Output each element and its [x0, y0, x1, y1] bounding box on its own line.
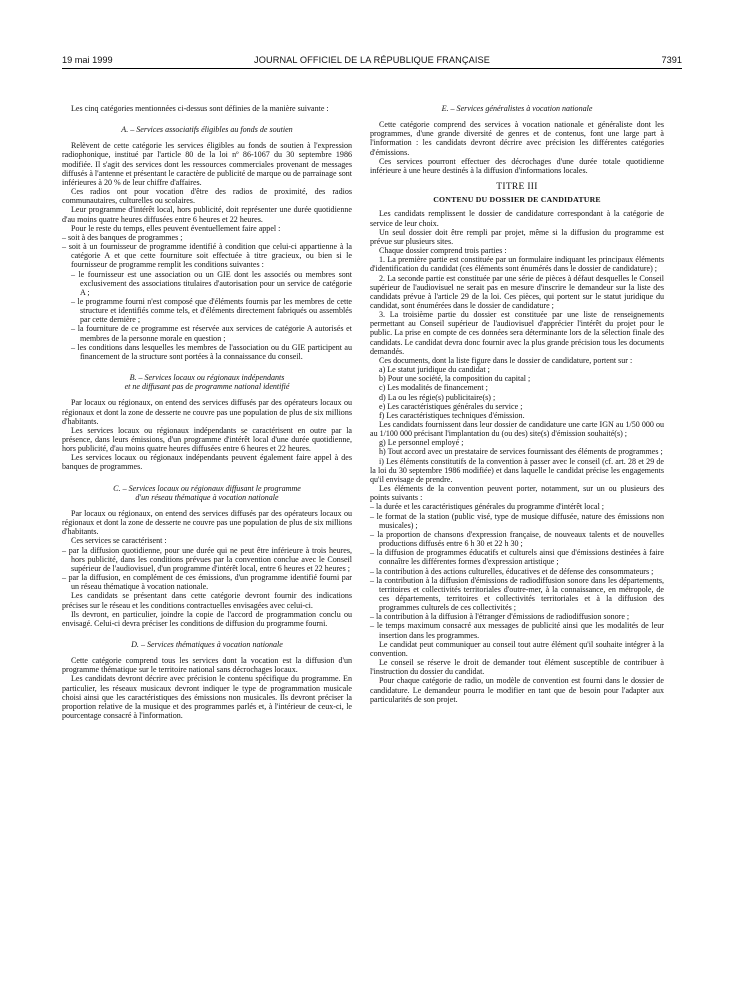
- document-item: h) Tout accord avec un prestataire de services fournissant des éléments de programmes ;: [379, 447, 663, 457]
- list-item: – la diffusion de programmes éducatifs et culturels ainsi que d'émissions destinées à faire connaître les différentes formes d'expression artistique ;: [370, 548, 664, 566]
- paragraph: Ils devront, en particulier, joindre la copie de l'accord de programmation conclu ou envisagé. Celui-ci devra préciser les conditions de diffusion du programme fourni.: [62, 609, 352, 628]
- paragraph: 1. La première partie est constituée par un formulaire indiquant les principaux éléments d'identification du candidat (ces éléments sont énumérés dans le dossier de candidature) ;: [370, 255, 664, 274]
- document-item: d) La ou les régie(s) publicitaire(s) ;: [379, 392, 496, 402]
- paragraph: Leur programme d'intérêt local, hors publicité, doit représenter une durée quotidienne d'au moins quatre heures diffusées entre 6 heures et 22 heures.: [62, 205, 352, 224]
- document-item: f) Les caractéristiques techniques d'émission.: [379, 410, 525, 420]
- section-b-heading-line2: et ne diffusant pas de programme national identifié: [124, 382, 290, 392]
- list-item: – le format de la station (public visé, type de musique diffusée, nature des émissions non musicales) ;: [370, 512, 664, 530]
- paragraph: Ces services pourront effectuer des décrochages d'une durée totale quotidienne inférieure à une heure destinés à la diffusion d'informations locales.: [370, 156, 664, 175]
- list-item: – la contribution à la diffusion d'émissions de radiodiffusion sonore dans les départements, territoires et collectivités territoriales d'outre-mer, à la connaissance, en métropole, de ces départements, territoires et collectivités territoriales et à la diffusion des programmes culturels de ces collectivités ;: [370, 576, 664, 613]
- document-item: e) Les caractéristiques générales du service ;: [379, 401, 523, 411]
- paragraph: Un seul dossier doit être rempli par projet, même si la diffusion du programme est prévue sur plusieurs sites.: [370, 227, 664, 246]
- paragraph: Les services locaux ou régionaux indépendants se caractérisent en outre par la présence, dans leurs émissions, d'un programme d'intérêt local d'une durée quotidienne, hors publicité, d'au moins quatre heures diffusées entre 6 heures et 22 heures.: [62, 425, 352, 454]
- list-item: – la fourniture de ce programme est réservée aux services de catégorie A autorisés et membres de la personne morale en question ;: [62, 324, 352, 342]
- list-item: – la proportion de chansons d'expression française, de nouveaux talents et de nouvelles productions diffusés entre 6 h 30 et 22 h 30 ;: [370, 530, 664, 548]
- paragraph: Ces documents, dont la liste figure dans le dossier de candidature, portent sur :: [379, 355, 633, 365]
- paragraph: Par locaux ou régionaux, on entend des services diffusés par des opérateurs locaux ou régionaux et dont la zone de desserte ne couvre pas une population de plus de six millions d'habitants.: [62, 508, 352, 537]
- paragraph: Pour chaque catégorie de radio, un modèle de convention est fourni dans le dossier de candidature. Le demandeur pourra le modifier en tant que de besoin pour l'adapter aux particularités de son projet.: [370, 676, 664, 704]
- left-column: [62, 104, 352, 720]
- paragraph: Par locaux ou régionaux, on entend des services diffusés par des opérateurs locaux ou régionaux et dont la zone de desserte ne couvre pas une population de plus de six millions d'habitants.: [62, 398, 352, 426]
- paragraph: Les candidats remplissent le dossier de candidature correspondant à la catégorie de service de leur choix.: [370, 209, 664, 228]
- publication-date: 19 mai 1999: [62, 55, 113, 65]
- list-item: – soit à un fournisseur de programme identifié à condition que celui-ci appartienne à la catégorie A et que cette fourniture soit effectuée à titre gracieux, ou bien si le fournisseur de programme remplit les conditions suivantes :: [62, 242, 352, 269]
- list: [370, 502, 664, 639]
- paragraph: Cette catégorie comprend des services à vocation nationale et généraliste dont les programmes, d'une grande diversité de genres et de contenus, font une large part à l'information : les candidats devront décrire avec précision les différentes catégories d'émissions.: [370, 120, 664, 157]
- intro-paragraph: Les cinq catégories mentionnées ci-dessus sont définies de la manière suivante :: [71, 104, 329, 113]
- section-b-heading: B. – Services locaux ou régionaux indépendants: [129, 373, 285, 383]
- list-item: – la contribution à la diffusion à l'étranger d'émissions de radiodiffusion sonore ;: [370, 612, 664, 621]
- list-item: – la durée et les caractéristiques générales du programme d'intérêt local ;: [370, 502, 664, 511]
- list-item: – le programme fourni n'est composé que d'éléments fournis par les membres de cette structure et identifiés comme tels, et d'éléments directement fabriqués ou assemblés par cette dernière ;: [62, 297, 352, 324]
- paragraph: Ces radios ont pour vocation d'être des radios de proximité, des radios communautaires, culturelles ou scolaires.: [62, 187, 352, 206]
- header-rule: [62, 68, 682, 69]
- paragraph: Cette catégorie comprend tous les services dont la vocation est la diffusion d'un programme thématique sur le territoire national sans décrochages locaux.: [62, 656, 352, 675]
- list-item: – par la diffusion quotidienne, pour une durée qui ne peut être inférieure à trois heures, hors publicité, dans les conditions prévues par la convention conclue avec le Conseil supérieur de l'audiovisuel, d'un programme d'intérêt local, entre 6 heures et 22 heures ;: [62, 546, 352, 573]
- paragraph: Relèvent de cette catégorie les services éligibles au fonds de soutien à l'expression radiophonique, institué par l'article 80 de la loi nº 86-1067 du 30 septembre 1986 modifiée. Il s'agit des services dont les ressources commerciales provenant de messages diffusés à l'antenne et présentant le caractère de publicité de marque ou de parrainage sont inférieures à 20 % de leur chiffre d'affaires.: [62, 141, 352, 187]
- document-item: i) Les éléments constitutifs de la convention à passer avec le conseil (cf. art. 28 et 29 de la loi du 30 septembre 1986 modifiée) et dans laquelle le candidat précise les engagements qu'il envisage de prendre.: [370, 456, 664, 484]
- page-number: 7391: [661, 55, 682, 65]
- list: [62, 546, 352, 592]
- document-item: b) Pour une société, la composition du capital ;: [379, 374, 531, 384]
- paragraph: Les candidats devront décrire avec précision le contenu spécifique du programme. En particulier, les réseaux musicaux devront indiquer le type de programmation musicale choisi ainsi que les caractéristiques des émissions non musicales. Ils devront préciser la proportion relative de la musique et des programmes parlés et, à l'intérieur de ceux-ci, le pourcentage consacré à l'information.: [62, 674, 352, 721]
- paragraph: Pour le reste du temps, elles peuvent éventuellement faire appel :: [71, 223, 281, 233]
- document-item: g) Le personnel employé ;: [379, 438, 464, 448]
- section-c-heading: C. – Services locaux ou régionaux diffusant le programme: [113, 483, 301, 493]
- list-item: – la contribution à des actions culturelles, éducatives et de défense des consommateurs ;: [370, 567, 664, 576]
- list: [62, 233, 352, 361]
- title-iii-subtitle: CONTENU DU DOSSIER DE CANDIDATURE: [433, 195, 601, 205]
- list-item: – les conditions dans lesquelles les membres de l'association ou du GIE participent au financement de la structure sont portées à la connaissance du conseil.: [62, 343, 352, 361]
- section-e-heading: E. – Services généralistes à vocation nationale: [441, 104, 593, 113]
- paragraph: 3. La troisième partie du dossier est constituée par une liste de renseignements permettant au Conseil supérieur de l'audiovisuel d'apprécier l'intérêt du projet pour le public. La prise en compte de ces données sera déterminante lors de la sélection finale des candidats. Le candidat devra donc fournir avec la plus grande précision tous les documents demandés.: [370, 310, 664, 356]
- list-item: – soit à des banques de programmes ;: [62, 233, 352, 242]
- paragraph: Les candidats se présentant dans cette catégorie devront fournir des indications précises sur le réseau et les conditions contractuelles envisagées avec celui-ci.: [62, 591, 352, 610]
- paragraph: Le candidat peut communiquer au conseil tout autre élément qu'il souhaite intégrer à la convention.: [370, 639, 664, 658]
- paragraph: Ces services se caractérisent :: [71, 536, 167, 546]
- page-header: [62, 55, 682, 69]
- section-d-heading: D. – Services thématiques à vocation nationale: [131, 639, 283, 649]
- list-item: – le fournisseur est une association ou un GIE dont les associés ou membres sont exclusivement des associations titulaires d'autorisation pour un service de catégorie A ;: [62, 270, 352, 297]
- right-column: [370, 104, 664, 704]
- paragraph: Les candidats fournissent dans leur dossier de candidature une carte IGN au 1/50 000 ou au 1/100 000 précisant l'implantation du (ou des) site(s) d'émission souhaité(s) ;: [370, 420, 664, 439]
- paragraph: Les éléments de la convention peuvent porter, notamment, sur un ou plusieurs des points suivants :: [370, 484, 664, 503]
- list-item: – par la diffusion, en complément de ces émissions, d'un programme identifié fourni par un réseau thématique à vocation nationale.: [62, 573, 352, 591]
- paragraph: Le conseil se réserve le droit de demander tout élément susceptible de contribuer à l'instruction du dossier du candidat.: [370, 658, 664, 677]
- paragraph: Chaque dossier comprend trois parties :: [379, 246, 507, 256]
- journal-title: JOURNAL OFFICIEL DE LA RÉPUBLIQUE FRANÇAISE: [254, 55, 490, 65]
- paragraph: Les services locaux ou régionaux indépendants peuvent également faire appel à des banques de programmes.: [62, 453, 352, 472]
- document-item: a) Le statut juridique du candidat ;: [379, 365, 490, 375]
- document-item: c) Les modalités de financement ;: [379, 383, 488, 393]
- section-a-heading: A. – Services associatifs éligibles au fonds de soutien: [121, 125, 293, 135]
- list-item: – le temps maximum consacré aux messages de publicité ainsi que les modalités de leur insertion dans les programmes.: [370, 621, 664, 639]
- section-c-heading-line2: d'un réseau thématique à vocation nationale: [135, 492, 279, 502]
- paragraph: 2. La seconde partie est constituée par une série de pièces à défaut desquelles le Conseil supérieur de l'audiovisuel ne serait pas en mesure d'inscrire le demandeur sur la liste des candidats prévue à l'article 29 de la loi. Ces pièces, qui portent sur le statut juridique du candidat, sont énumérées dans le dossier de candidature ;: [370, 273, 664, 310]
- title-iii: TITRE III: [496, 182, 538, 193]
